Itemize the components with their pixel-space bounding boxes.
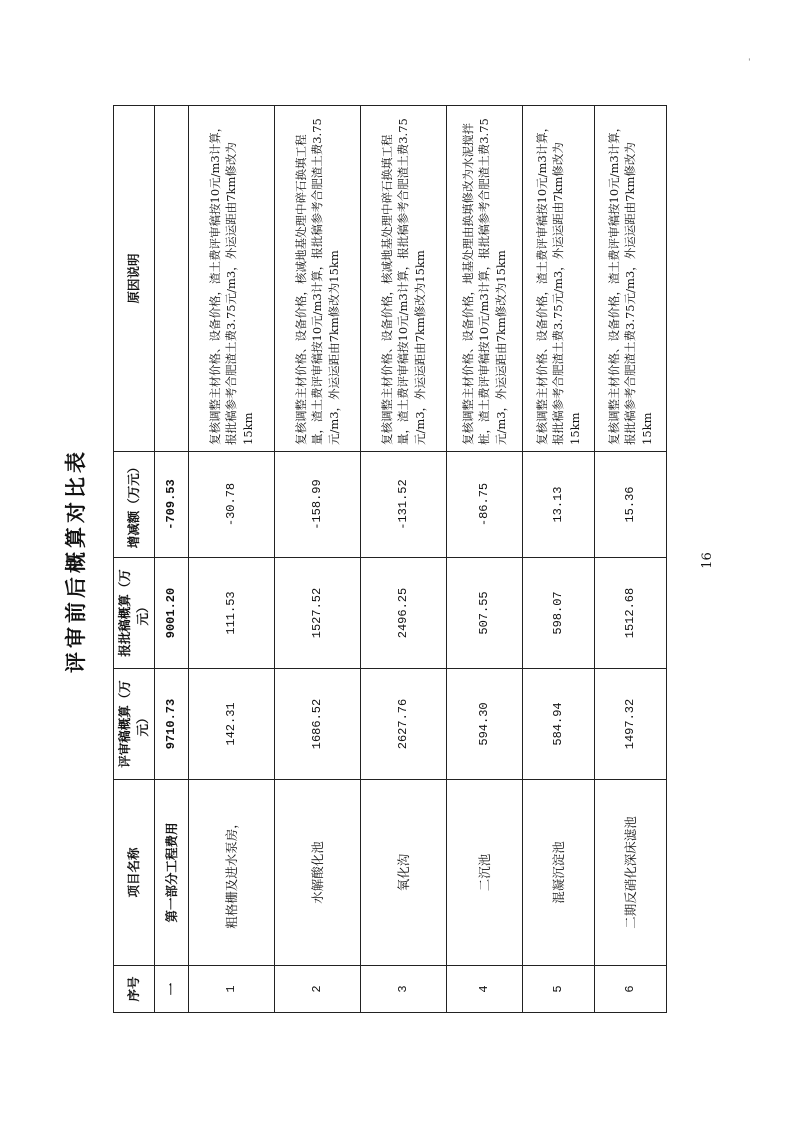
cell-review: 142.31 bbox=[189, 669, 275, 780]
header-seq: 序号 bbox=[114, 966, 155, 1013]
header-name: 项目名称 bbox=[114, 780, 155, 966]
table-row bbox=[275, 106, 361, 1013]
cell-seq: 5 bbox=[523, 966, 595, 1013]
cell-delta: 13.13 bbox=[523, 452, 595, 558]
cell-name: 第一部分工程费用 bbox=[155, 780, 189, 966]
cell-name: 水解酸化池 bbox=[275, 780, 361, 966]
cell-reason bbox=[155, 106, 189, 452]
cell-name: 二沉池 bbox=[447, 780, 523, 966]
cell-review: 594.30 bbox=[447, 669, 523, 780]
header-review: 评审稿概算（万元） bbox=[114, 669, 155, 780]
cell-review: 1686.52 bbox=[275, 669, 361, 780]
cell-reason: 复核调整主材价格、设备价格，渣土费评审稿按10元/m3计算，报批稿参考合肥渣土费3.75元/m3，外运运距由7km修改为15km bbox=[189, 106, 275, 452]
cell-delta: -158.99 bbox=[275, 452, 361, 558]
header-reason: 原因说明 bbox=[114, 106, 155, 452]
cell-name: 粗格栅及进水泵房， bbox=[189, 780, 275, 966]
cell-approved: 111.53 bbox=[189, 558, 275, 669]
cell-approved: 2496.25 bbox=[361, 558, 447, 669]
page-title: 评审前后概算对比表 bbox=[64, 448, 88, 673]
cell-delta: -709.53 bbox=[155, 452, 189, 558]
cell-seq: 3 bbox=[361, 966, 447, 1013]
cell-review: 1497.32 bbox=[595, 669, 667, 780]
scan-speck: - bbox=[745, 57, 755, 61]
comparison-table bbox=[113, 105, 667, 1013]
cell-reason: 复核调整主材价格、设备价格，渣土费评审稿按10元/m3计算，报批稿参考合肥渣土费3.75元/m3，外运运距由7km修改为15km bbox=[595, 106, 667, 452]
table-row bbox=[155, 106, 189, 1013]
cell-seq: 一 bbox=[155, 966, 189, 1013]
cell-review: 2627.76 bbox=[361, 669, 447, 780]
header-approved: 报批稿概算（万元） bbox=[114, 558, 155, 669]
cell-delta: -86.75 bbox=[447, 452, 523, 558]
cell-approved: 9001.20 bbox=[155, 558, 189, 669]
cell-seq: 4 bbox=[447, 966, 523, 1013]
cell-seq: 2 bbox=[275, 966, 361, 1013]
cell-delta: 15.36 bbox=[595, 452, 667, 558]
cell-seq: 1 bbox=[189, 966, 275, 1013]
table-row bbox=[189, 106, 275, 1013]
cell-name: 混凝沉淀池 bbox=[523, 780, 595, 966]
table-header-row bbox=[114, 106, 155, 1013]
page-number: 16 bbox=[700, 552, 715, 569]
cell-review: 584.94 bbox=[523, 669, 595, 780]
table-row bbox=[523, 106, 595, 1013]
table-row bbox=[447, 106, 523, 1013]
cell-delta: -30.78 bbox=[189, 452, 275, 558]
cell-approved: 1512.68 bbox=[595, 558, 667, 669]
table-row bbox=[361, 106, 447, 1013]
header-delta: 增减额（万元） bbox=[114, 452, 155, 558]
table-row bbox=[595, 106, 667, 1013]
cell-approved: 598.07 bbox=[523, 558, 595, 669]
cell-name: 二期反硝化深床滤池 bbox=[595, 780, 667, 966]
cell-reason: 复核调整主材价格、设备价格，核减地基处理中碎石换填工程量，渣土费评审稿按10元/m3计算，报批稿参考合肥渣土费3.75元/m3，外运运距由7km修改为15km bbox=[275, 106, 361, 452]
cell-delta: -131.52 bbox=[361, 452, 447, 558]
cell-seq: 6 bbox=[595, 966, 667, 1013]
cell-approved: 1527.52 bbox=[275, 558, 361, 669]
cell-approved: 507.55 bbox=[447, 558, 523, 669]
cell-reason: 复核调整主材价格、设备价格，核减地基处理中碎石换填工程量，渣土费评审稿按10元/m3计算，报批稿参考合肥渣土费3.75元/m3，外运运距由7km修改为15km bbox=[361, 106, 447, 452]
cell-review: 9710.73 bbox=[155, 669, 189, 780]
cell-reason: 复核调整主材价格、设备价格，地基处理由换填修改为水泥搅拌桩，渣土费评审稿按10元/m3计算，报批稿参考合肥渣土费3.75元/m3，外运运距由7km修改为15km bbox=[447, 106, 523, 452]
cell-reason: 复核调整主材价格、设备价格，渣土费评审稿按10元/m3计算，报批稿参考合肥渣土费3.75元/m3，外运运距由7km修改为15km bbox=[523, 106, 595, 452]
cell-name: 氧化沟 bbox=[361, 780, 447, 966]
